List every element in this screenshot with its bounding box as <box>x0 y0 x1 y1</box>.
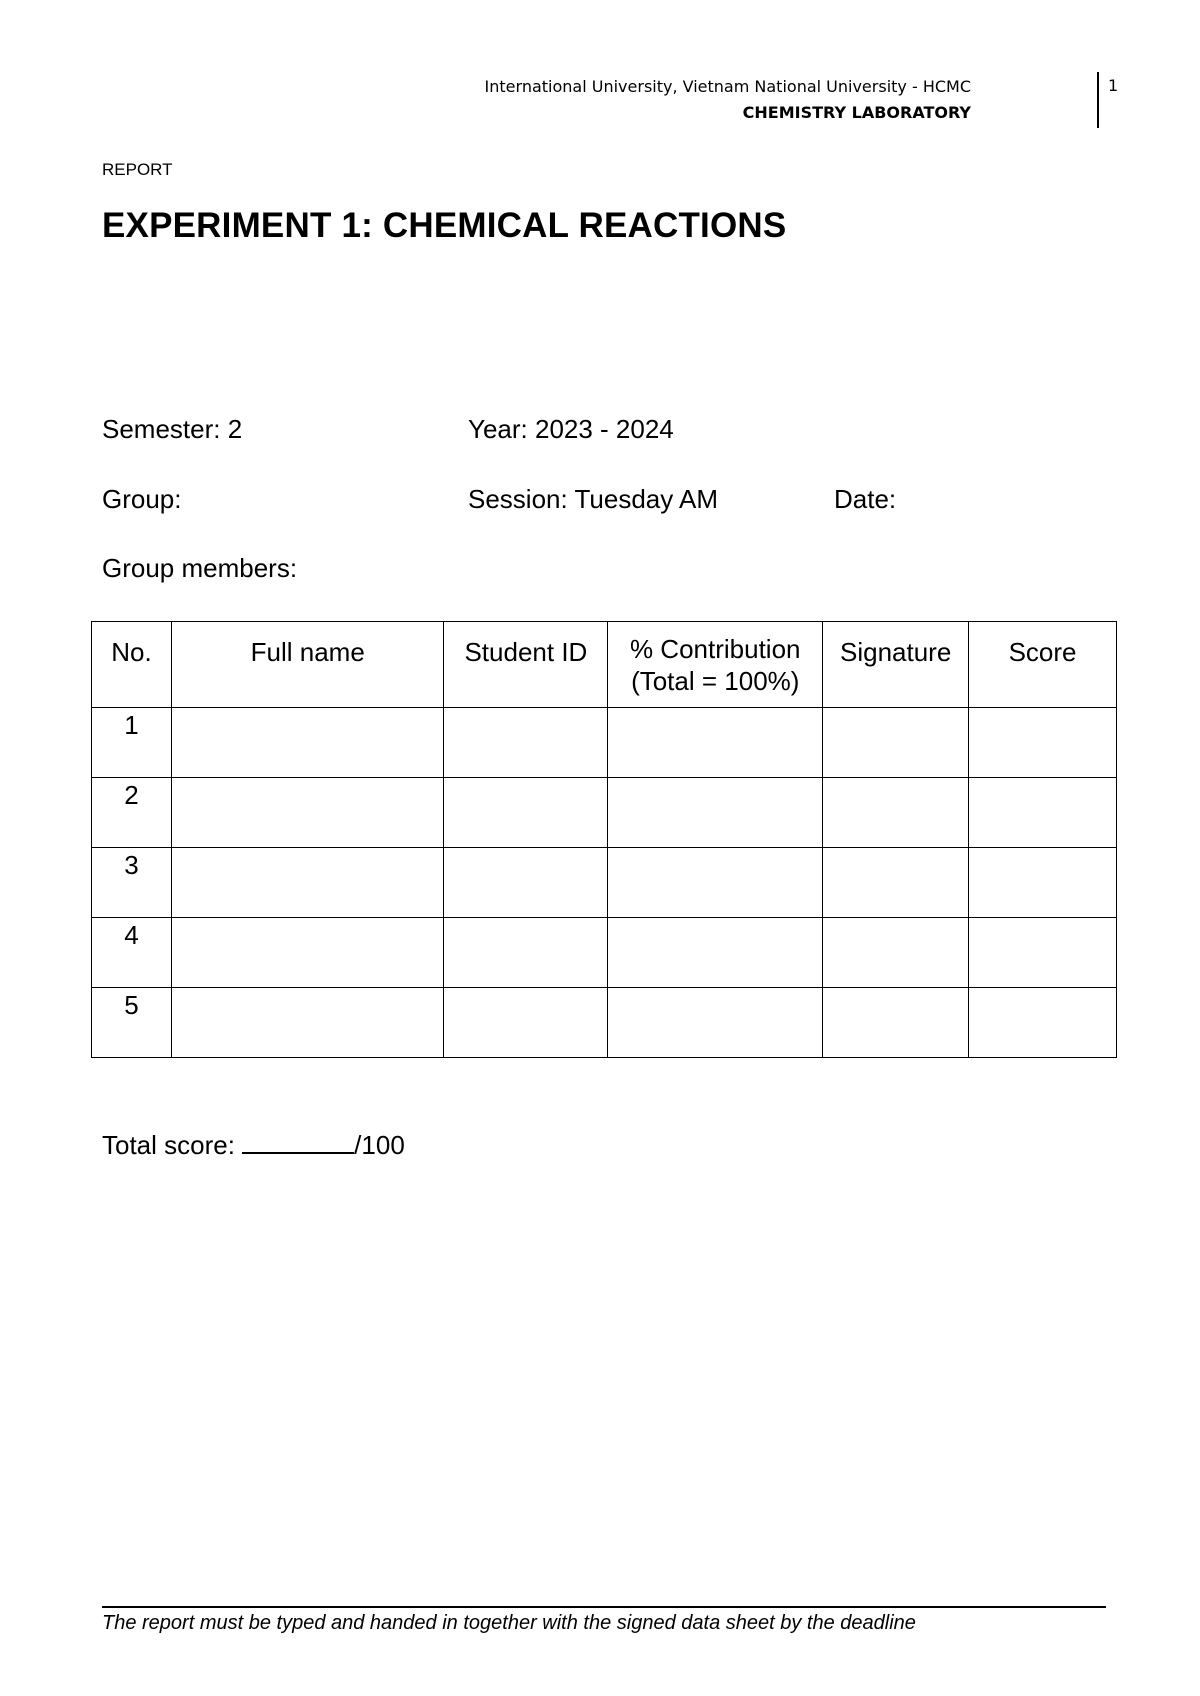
table-row <box>92 848 1117 918</box>
total-score-suffix: /100 <box>354 1130 405 1160</box>
header-divider <box>1097 72 1099 128</box>
contribution-cell[interactable] <box>608 848 823 918</box>
score-cell[interactable] <box>969 848 1117 918</box>
table-row <box>92 778 1117 848</box>
group-members-table <box>91 621 1117 1058</box>
header-contribution-line2: (Total = 100%) <box>631 665 800 696</box>
signature-cell[interactable] <box>823 918 969 988</box>
table-row <box>92 708 1117 778</box>
report-label: REPORT <box>102 160 173 179</box>
full-name-cell[interactable] <box>171 918 444 988</box>
header-signature: Signature <box>823 622 969 708</box>
contribution-cell[interactable] <box>608 708 823 778</box>
header-institution: International University, Vietnam National University - HCMC <box>484 77 971 96</box>
session-field: Session: Tuesday AM <box>468 484 719 514</box>
contribution-cell[interactable] <box>608 988 823 1058</box>
score-cell[interactable] <box>969 708 1117 778</box>
student-id-cell[interactable] <box>444 708 608 778</box>
row-number: 5 <box>92 988 172 1058</box>
header-score: Score <box>969 622 1117 708</box>
header-contribution <box>608 622 823 708</box>
full-name-cell[interactable] <box>171 848 444 918</box>
header-full-name: Full name <box>171 622 444 708</box>
contribution-cell[interactable] <box>608 918 823 988</box>
total-score-blank[interactable] <box>242 1130 354 1154</box>
row-number: 2 <box>92 778 172 848</box>
total-score <box>102 1130 405 1161</box>
student-id-cell[interactable] <box>444 918 608 988</box>
year-field: Year: 2023 - 2024 <box>468 414 674 444</box>
student-id-cell[interactable] <box>444 848 608 918</box>
header-contribution-line1: % Contribution <box>629 633 801 664</box>
group-field: Group: <box>102 484 182 514</box>
table-header-row <box>92 622 1117 708</box>
header-department: CHEMISTRY LABORATORY <box>742 103 971 122</box>
row-number: 3 <box>92 848 172 918</box>
row-number: 1 <box>92 708 172 778</box>
signature-cell[interactable] <box>823 708 969 778</box>
score-cell[interactable] <box>969 918 1117 988</box>
header-no: No. <box>92 622 172 708</box>
full-name-cell[interactable] <box>171 988 444 1058</box>
row-number: 4 <box>92 918 172 988</box>
full-name-cell[interactable] <box>171 708 444 778</box>
signature-cell[interactable] <box>823 848 969 918</box>
score-cell[interactable] <box>969 988 1117 1058</box>
score-cell[interactable] <box>969 778 1117 848</box>
signature-cell[interactable] <box>823 988 969 1058</box>
document-title: EXPERIMENT 1: CHEMICAL REACTIONS <box>102 206 787 245</box>
total-score-label: Total score: <box>102 1130 243 1160</box>
footer-note: The report must be typed and handed in together with the signed data sheet by the deadline <box>102 1612 916 1634</box>
contribution-cell[interactable] <box>608 778 823 848</box>
table-row <box>92 918 1117 988</box>
footer-divider <box>102 1606 1106 1608</box>
semester-field: Semester: 2 <box>102 414 243 444</box>
page-header <box>485 74 985 126</box>
date-field: Date: <box>834 484 897 514</box>
full-name-cell[interactable] <box>171 778 444 848</box>
header-student-id: Student ID <box>444 622 608 708</box>
group-members-label: Group members: <box>102 553 298 583</box>
signature-cell[interactable] <box>823 778 969 848</box>
student-id-cell[interactable] <box>444 778 608 848</box>
page-number: 1 <box>1108 76 1119 95</box>
table-row <box>92 988 1117 1058</box>
student-id-cell[interactable] <box>444 988 608 1058</box>
